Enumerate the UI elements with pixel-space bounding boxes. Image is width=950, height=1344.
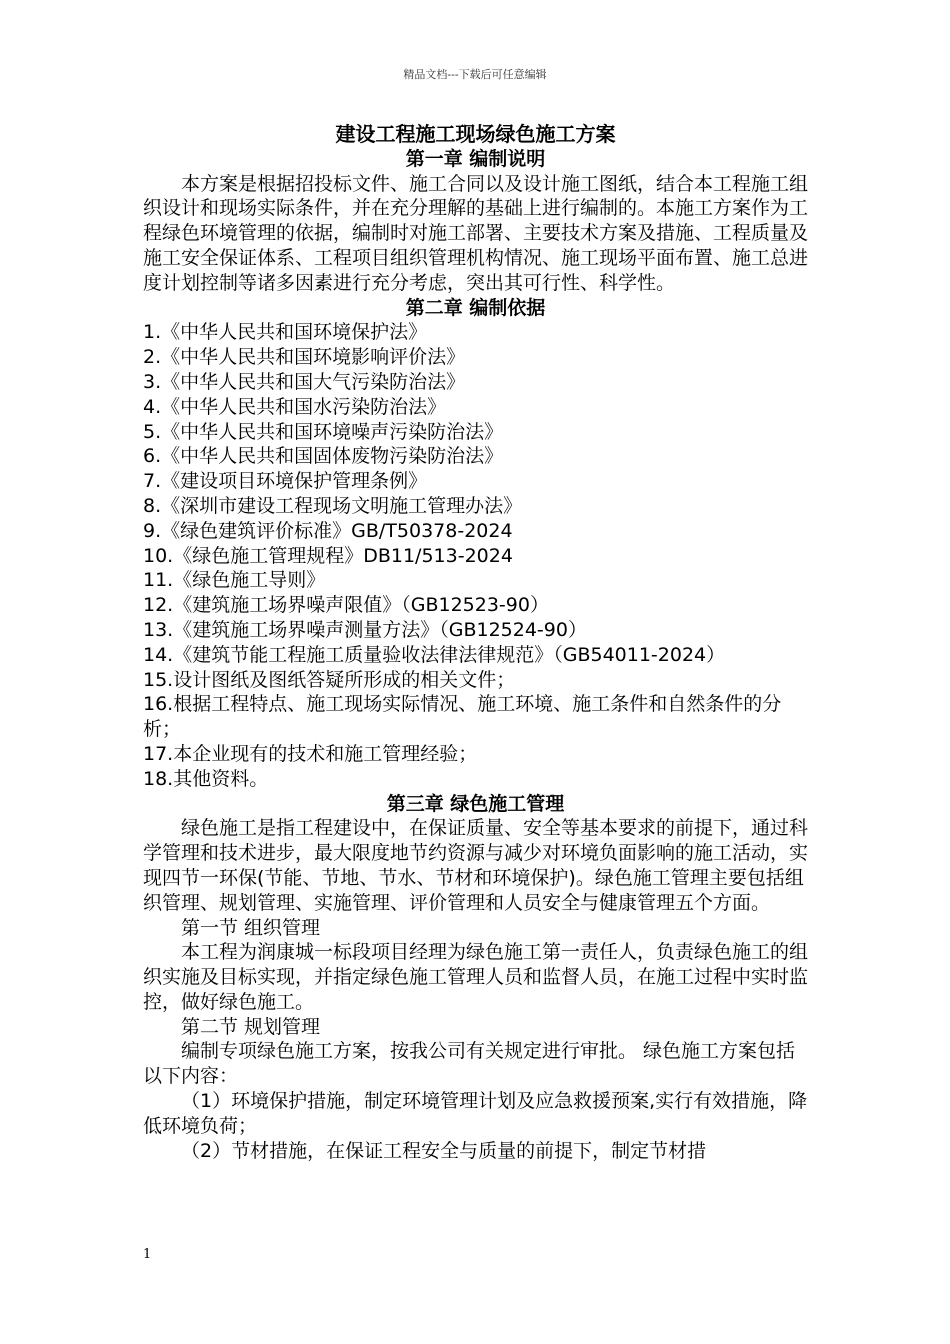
basis-item: 6.《中华人民共和国固体废物污染防治法》 — [143, 445, 504, 468]
chapter-3-intro: 绿色施工是指工程建设中，在保证质量、安全等基本要求的前提下，通过科学管理和技术进步，最大限度地节约资源与减少对环境负面影响的施工活动，实现四节一环保(节能、节地、节水、节材和环境保护)。绿色施工管理主要包括组织管理、规划管理、实施管理、评价管理和人员安全与健康管理五个方面。 — [143, 817, 809, 914]
section-2-heading: 第二节 规划管理 — [181, 1015, 321, 1038]
chapter-1-heading: 第一章 编制说明 — [405, 147, 546, 170]
chapter-3-heading: 第三章 绿色施工管理 — [386, 792, 565, 815]
basis-item: 12.《建筑施工场界噪声限值》（GB12523-90） — [143, 594, 549, 617]
basis-item: 17.本企业现有的技术和施工管理经验； — [143, 742, 478, 765]
basis-item: 18.其他资料。 — [143, 767, 269, 790]
section-2-item-1: （1）环境保护措施，制定环境管理计划及应急救援预案,实行有效措施，降低环境负荷； — [143, 1090, 808, 1137]
basis-item: 15.设计图纸及图纸答疑所形成的相关文件； — [143, 668, 516, 691]
section-1-heading: 第一节 组织管理 — [181, 916, 321, 939]
basis-item: 7.《建设项目环境保护管理条例》 — [143, 470, 428, 493]
chapter-1-paragraph: 本方案是根据招投标文件、施工合同以及设计施工图纸，结合本工程施工组织设计和现场实际条件，并在充分理解的基础上进行编制的。本施工方案作为工程绿色环境管理的依据，编制时对施工部署、主要技术方案及措施、工程质量及施工安全保证体系、工程项目组织管理机构情况、施工现场平面布置、施工总进度计划控制等诸多因素进行充分考虑，突出其可行性、科学性。 — [143, 172, 809, 294]
basis-item: 4.《中华人民共和国水污染防治法》 — [143, 395, 447, 418]
basis-item: 1.《中华人民共和国环境保护法》 — [143, 321, 428, 344]
basis-item: 2.《中华人民共和国环境影响评价法》 — [143, 346, 466, 369]
basis-item: 11.《绿色施工导则》 — [143, 569, 326, 592]
document-title: 建设工程施工现场绿色施工方案 — [335, 122, 616, 146]
basis-item: 16.根据工程特点、施工现场实际情况、施工环境、施工条件和自然条件的分析； — [143, 693, 782, 741]
page-number: 1 — [143, 1247, 152, 1262]
page-header-note: 精品文档---下载后可任意编辑 — [403, 68, 547, 81]
basis-item: 5.《中华人民共和国环境噪声污染防治法》 — [143, 420, 504, 443]
document-body — [143, 122, 808, 1163]
section-1-paragraph: 本工程为润康城一标段项目经理为绿色施工第一责任人，负责绿色施工的组织实施及目标实现，并指定绿色施工管理人员和监督人员，在施工过程中实时监控，做好绿色施工。 — [143, 941, 809, 1013]
basis-item: 10.《绿色施工管理规程》DB11/513-2024 — [143, 544, 513, 567]
section-2-paragraph: 编制专项绿色施工方案，按我公司有关规定进行审批。 绿色施工方案包括以下内容： — [143, 1040, 796, 1088]
basis-item: 13.《建筑施工场界噪声测量方法》（GB12524-90） — [143, 618, 587, 641]
basis-item: 14.《建筑节能工程施工质量验收法律法律规范》（GB54011-2024） — [143, 643, 726, 666]
basis-item: 3.《中华人民共和国大气污染防治法》 — [143, 370, 466, 393]
basis-item: 9.《绿色建筑评价标准》GB/T50378-2024 — [143, 519, 513, 542]
section-2-item-2: （2）节材措施，在保证工程安全与质量的前提下，制定节材措 — [181, 1139, 707, 1162]
chapter-2-heading: 第二章 编制依据 — [405, 296, 546, 319]
basis-item: 8.《深圳市建设工程现场文明施工管理办法》 — [143, 494, 523, 517]
basis-list — [143, 320, 808, 791]
